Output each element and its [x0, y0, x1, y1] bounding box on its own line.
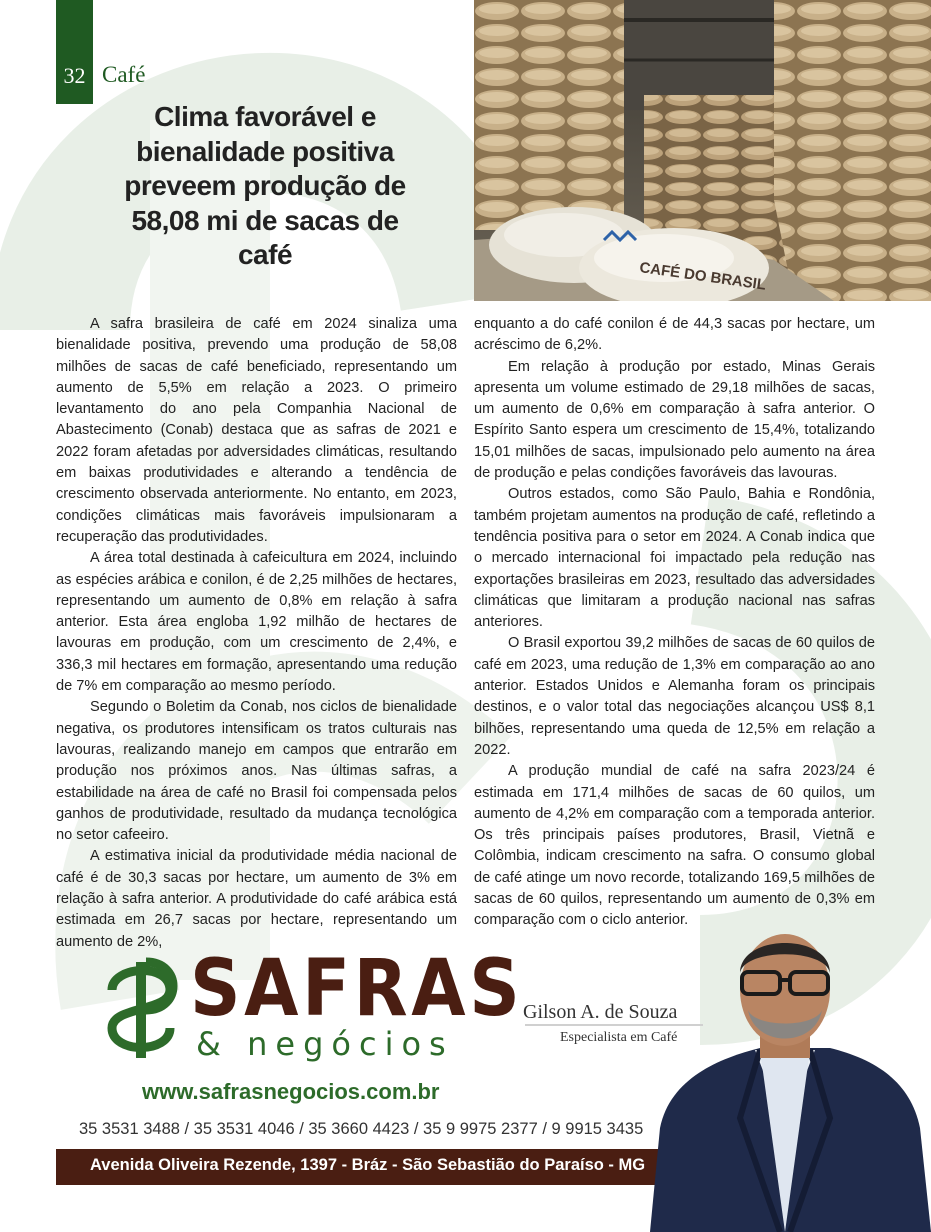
author-name: Gilson A. de Souza — [523, 1001, 678, 1023]
article-paragraph: A estimativa inicial da produtividade média nacional de café é de 30,3 sacas por hectare, um aumento de 3% em relação à safra anterior. A produtividade do café arábica está estimada em 26,7 sacas por hectare, representando um aumento de 2%, — [56, 848, 457, 950]
article-paragraph: Outros estados, como São Paulo, Bahia e Rondônia, também projetam aumentos na produção de café, refletindo a tendência positiva para o setor em 2024. A Conab indica que o mercado internacional foi impactado pela redução nas exportações brasileiras em 2023, resultado das adversidades climáticas que limitaram a produção nacional nas safras anteriores. — [474, 486, 875, 631]
article-left-column — [56, 314, 457, 953]
section-label: Café — [102, 62, 146, 87]
author-title: Especialista em Café — [560, 1030, 678, 1045]
coffee-sacks-photo — [474, 0, 931, 301]
safras-negocios-logo — [100, 944, 524, 1068]
article-paragraph: A produção mundial de café na safra 2023/24 é estimada em 171,4 milhões de sacas de 60 quilos, um aumento de 4,2% em comparação com a temporada anterior. Os três principais países produtores, Brasil, Vietnã e Colômbia, indicam crescimento na safra. O consumo global de café atinge um novo recorde, totalizando 169,5 milhões de sacas de 60 quilos, representando um aumento de 0,3% em comparação com o ciclo anterior. — [474, 763, 875, 929]
article-paragraph: A safra brasileira de café em 2024 sinaliza uma bienalidade positiva, prevendo uma produção de 58,08 milhões de sacas de café beneficiado, representando um aumento de 5,5% em relação a 2023. O primeiro levantamento do ano pela Companhia Nacional de Abastecimento (Conab) destaca que as safras de 2021 e 2022 foram afetadas por adversidades climáticas, resultando em baixas produtividades e alterando a tendência de crescimento observada anteriormente. No entanto, em 2023, condições climáticas mais favoráveis impulsionaram a recuperação das produtividades. — [56, 316, 457, 545]
article-paragraph: A área total destinada à cafeicultura em 2024, incluindo as espécies arábica e conilon, é de 2,25 milhões de hectares, representando um aumento de 0,8% em relação à safra anterior. Esta área engloba 1,92 milhão de hectares de lavouras em produção, com um crescimento de 2,4%, e 336,3 mil hectares em formação, apresentando uma redução de 7% em comparação ao mesmo período. — [56, 550, 457, 695]
advertiser-phones: 35 3531 3488 / 35 3531 4046 / 35 3660 4423 / 35 9 9975 2377 / 9 9915 3435 — [79, 1120, 644, 1138]
brand-subtitle: & negócios — [196, 1025, 454, 1063]
article-paragraph: O Brasil exportou 39,2 milhões de sacas de 60 quilos de café em 2023, uma redução de 1,3% em comparação ao ano anterior. Estados Unidos e Alemanha foram os principais destinos, e o valor total das negociações alcançou US$ 8,1 bilhões, representando uma queda de 12,5% em relação a 2022. — [474, 635, 875, 758]
brand-name: SAFRAS — [190, 944, 524, 1034]
article-paragraph: Segundo o Boletim da Conab, nos ciclos de bienalidade negativa, os produtores intensificam os tratos culturais nas lavouras, realizando manejo em campos que entrarão em produção nos próximos anos. Nas últimas safras, a estabilidade na área de café no Brasil foi compensada pelos ganhos de produtividade, resultado da mudança tecnológica no setor cafeeiro. — [56, 699, 457, 844]
sp-monogram-icon — [102, 954, 180, 1064]
article-paragraph: Em relação à produção por estado, Minas Gerais apresenta um volume estimado de 29,18 milhões de sacas, um aumento de 0,6% em comparação à safra anterior. O Espírito Santo espera um crescimento de 15,4%, totalizando 15,01 milhões de sacas, impulsionado pelo aumento na área de produção e pelas condições favoráveis das lavouras. — [474, 358, 875, 482]
author-portrait — [640, 928, 931, 1232]
article-headline: Clima favorável e bienalidade positiva preveem produção de 58,08 mi de sacas de café — [124, 101, 406, 270]
advertiser-website-link[interactable]: www.safrasnegocios.com.br — [142, 1079, 440, 1104]
sack-print-text: CAFÉ DO BRASIL — [638, 259, 768, 294]
article-paragraph-continuation: enquanto a do café conilon é de 44,3 sacas por hectare, um acréscimo de 6,2%. — [474, 316, 875, 354]
page-number: 32 — [63, 63, 86, 88]
advertiser-address: Avenida Oliveira Rezende, 1397 - Bráz - São Sebastião do Paraíso - MG — [90, 1156, 646, 1174]
article-right-column — [474, 314, 875, 932]
